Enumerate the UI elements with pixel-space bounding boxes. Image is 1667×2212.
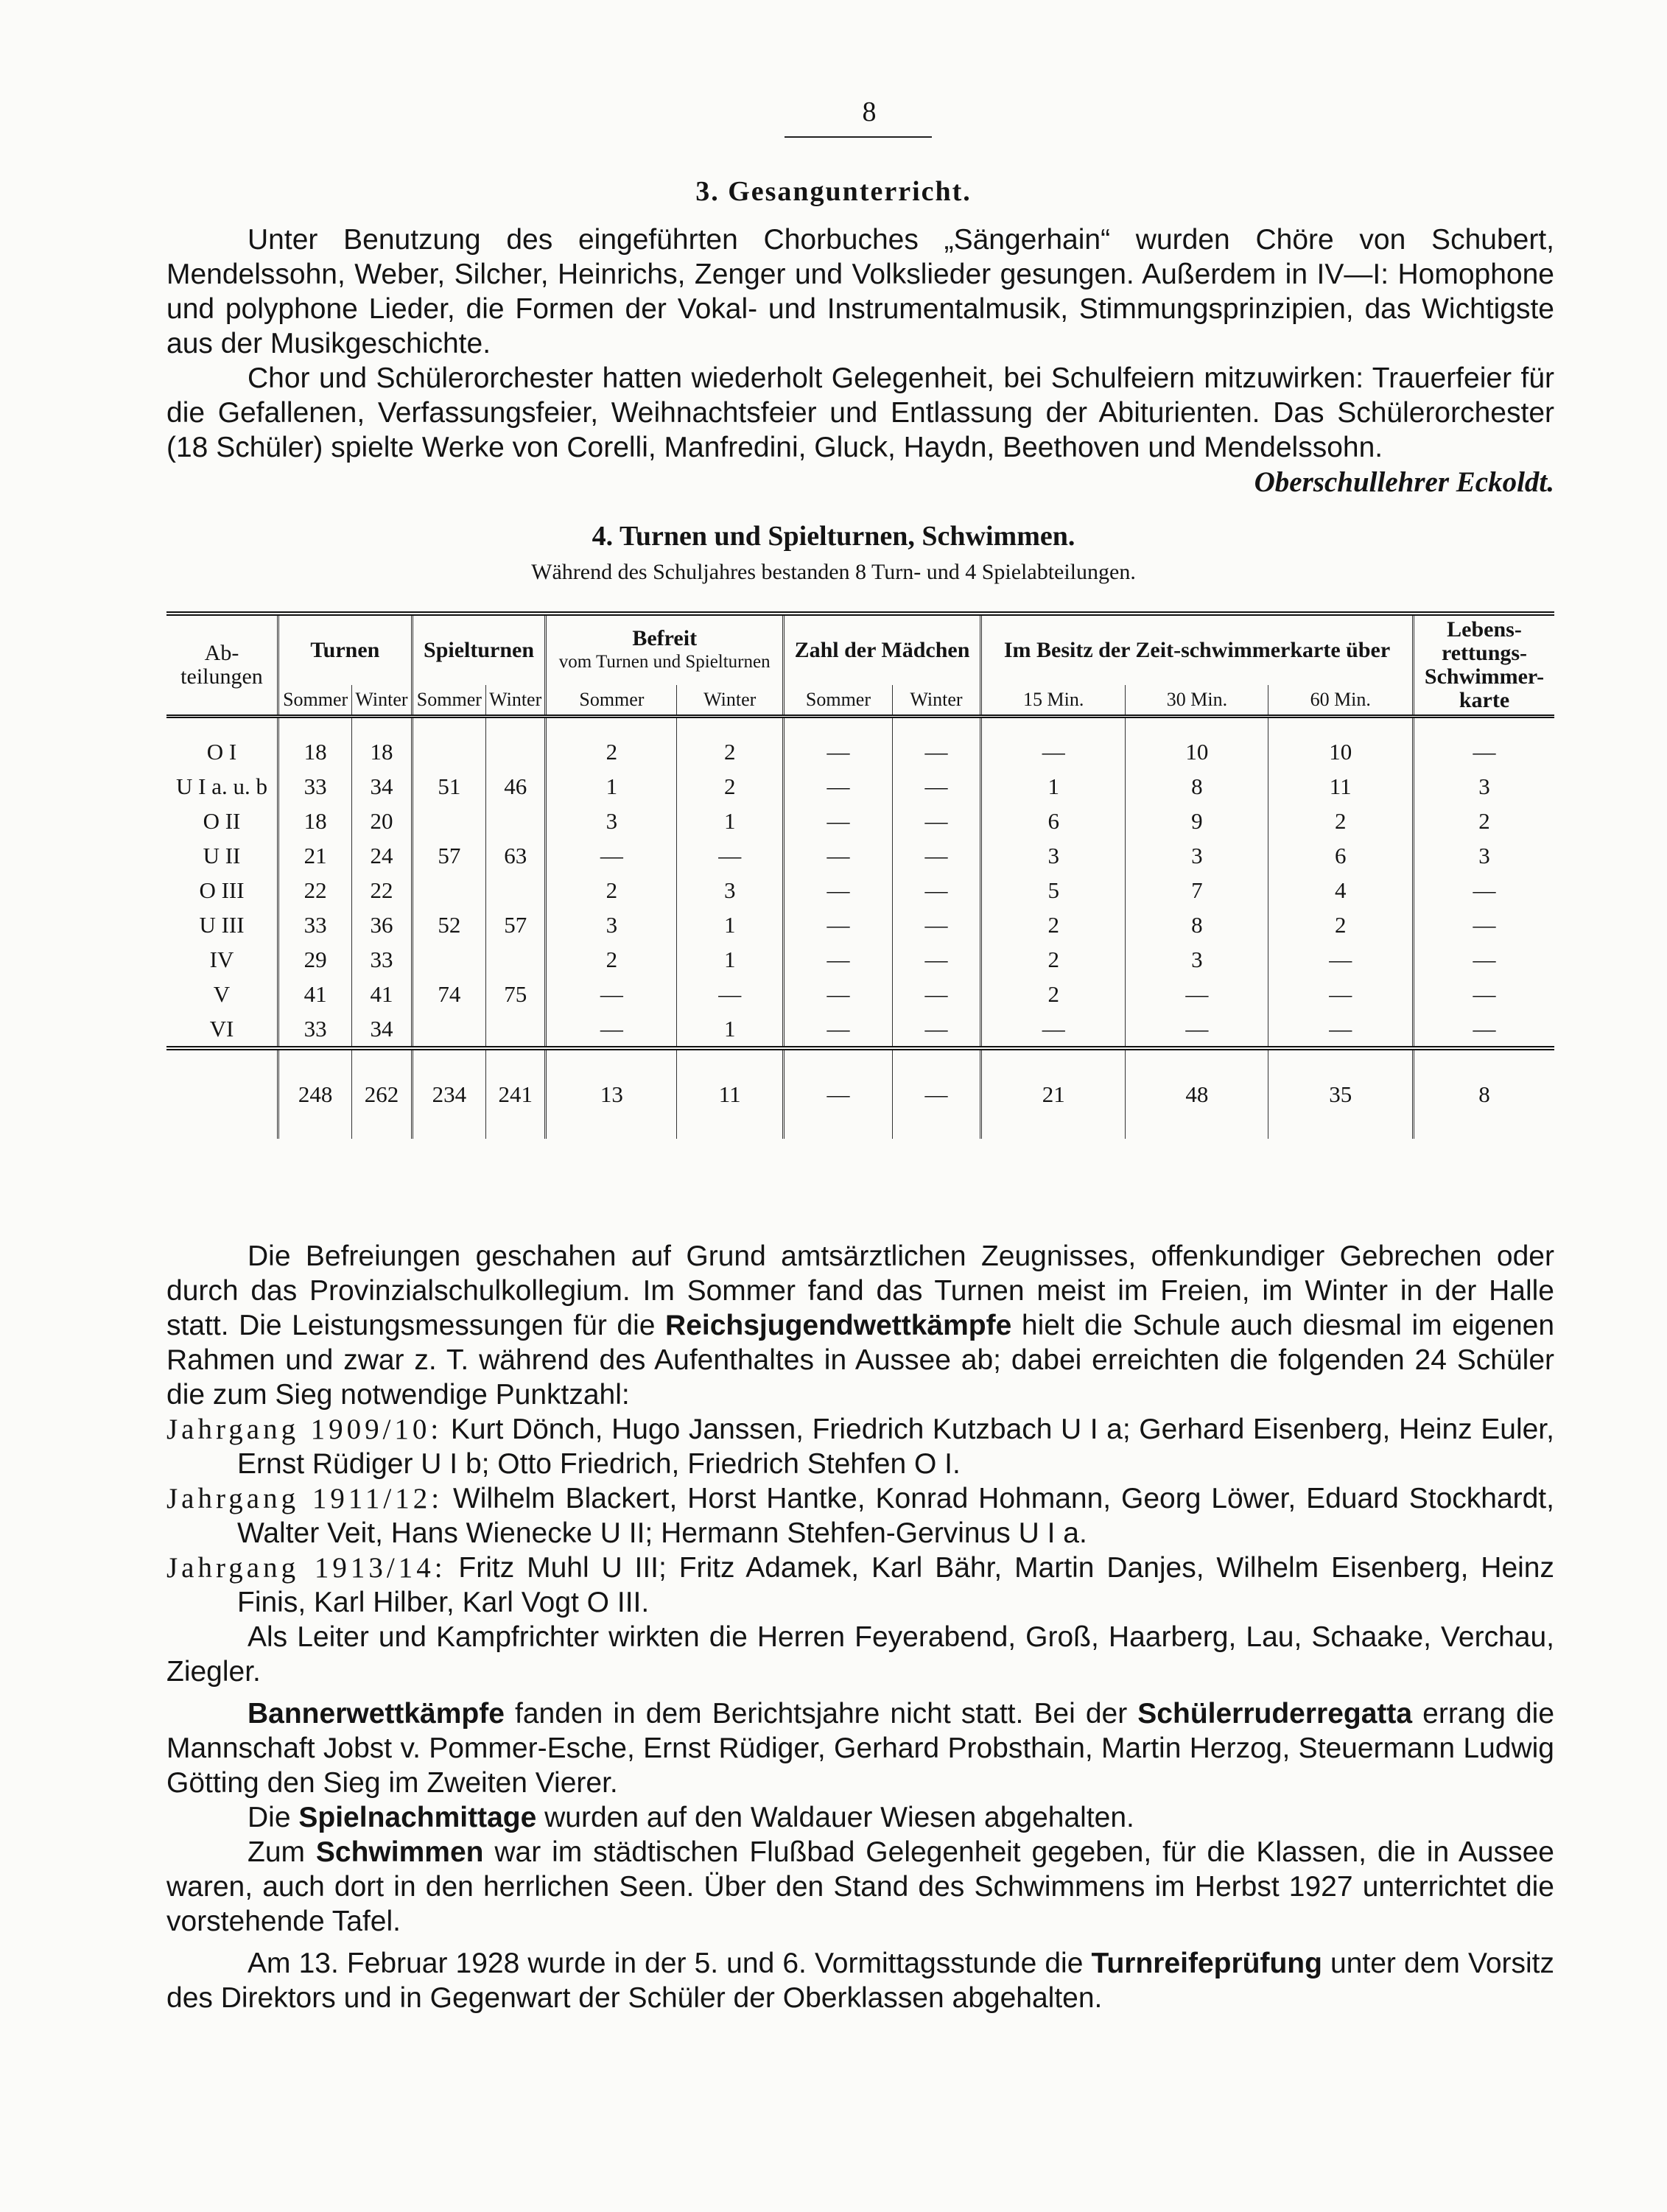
- paragraph-turnreife-b: unter dem Vorsitz des Direktors und in Gegenwart der Schüler der Oberklassen abgehalten.: [166, 1948, 1554, 2014]
- totals-row: [166, 1048, 1554, 1139]
- total-15min: 21: [981, 1048, 1126, 1139]
- cell-tw: 18: [352, 717, 412, 770]
- cell-tw: 36: [352, 907, 412, 942]
- cell-z60: 4: [1268, 873, 1414, 907]
- header-turnen-sommer: Sommer: [278, 685, 352, 717]
- total-lebensretter: 8: [1414, 1048, 1555, 1139]
- table-row: [166, 873, 1554, 907]
- schuelerruderregatta: Schülerruderregatta: [1137, 1698, 1413, 1730]
- paragraph-befreiungen: [166, 1239, 1554, 1412]
- table-row: [166, 977, 1554, 1011]
- cell-k: IV: [209, 946, 234, 972]
- cell-ms: —: [783, 907, 892, 942]
- header-turnen-winter: Winter: [352, 685, 412, 717]
- header-lebensretter: Lebens-rettungs-Schwimmer-karte: [1414, 614, 1555, 717]
- cell-ss: 51: [412, 769, 485, 804]
- cell-ms: —: [783, 838, 892, 873]
- cell-tw: 34: [352, 769, 412, 804]
- cell-ts: 33: [278, 769, 352, 804]
- cell-z30: 3: [1126, 942, 1268, 977]
- table-row: [166, 1011, 1554, 1048]
- cell-l: —: [1414, 942, 1555, 977]
- paragraph-befreiungen-a: Die Befreiungen geschahen auf Grund amtsärztlichen Zeugnisses, offenkundiger Gebrechen oder durch das Provinzialschulkollegium. Im Sommer fand das Turnen meist im Freien, im Winter in der Halle statt. Die Leistungsmessungen für die: [166, 1240, 1554, 1341]
- cell-tw: 33: [352, 942, 412, 977]
- section-3-paragraph-1: Unter Benutzung des eingeführten Chorbuches „Sängerhain“ wurden Chöre von Schubert, Mendelssohn, Weber, Silcher, Heinrichs, Zenger und Volkslieder gesungen. Außerdem in IV—I: Homophone und polyphone Lieder, die Formen der Vokal- und Instrumentalmusik, Stimmungsprinzipien, das Wichtigste aus der Musikgeschichte.: [166, 224, 1554, 359]
- cell-bw: 1: [677, 1011, 784, 1048]
- cell-sw: [485, 804, 545, 838]
- header-zeitschwimmer: Im Besitz der Zeit-schwimmerkarte über: [981, 614, 1414, 685]
- header-befreit-title: Befreit: [632, 626, 698, 650]
- header-abteilungen: Ab-teilungen: [166, 614, 278, 717]
- cell-tw: 20: [352, 804, 412, 838]
- paragraph-banner: [166, 1696, 1554, 1800]
- cell-k: U II: [203, 842, 241, 868]
- cell-ms: —: [783, 769, 892, 804]
- cell-mw: —: [892, 1011, 980, 1048]
- cell-k: U I a. u. b: [176, 773, 267, 799]
- cell-k: VI: [209, 1015, 234, 1042]
- cell-z60: —: [1268, 1011, 1414, 1048]
- cell-k: O II: [203, 807, 241, 834]
- cell-bs: 3: [546, 804, 677, 838]
- cell-z60: 11: [1268, 769, 1414, 804]
- section-4-subheading: Während des Schuljahres bestanden 8 Turn- und 4 Spielabteilungen.: [531, 560, 1136, 584]
- cell-sw: 57: [485, 907, 545, 942]
- jahrgang-1913-text: Fritz Muhl U III; Fritz Adamek, Karl Bähr, Martin Danjes, Wilhelm Eisenberg, Heinz Finis, Karl Hilber, Karl Vogt O III.: [237, 1552, 1554, 1618]
- cell-sw: [485, 1011, 545, 1048]
- reichsjugendwettkaempfe: Reichsjugendwettkämpfe: [665, 1310, 1012, 1341]
- cell-bs: —: [546, 977, 677, 1011]
- table-row: [166, 804, 1554, 838]
- cell-sw: 75: [485, 977, 545, 1011]
- cell-bw: 1: [677, 942, 784, 977]
- paragraph-turnreife: [166, 1946, 1554, 2015]
- bannerwettkaempfe: Bannerwettkämpfe: [248, 1698, 505, 1730]
- cell-z30: 7: [1126, 873, 1268, 907]
- jahrgang-1913-label: Jahrgang 1913/14:: [166, 1552, 446, 1584]
- header-maedchen: Zahl der Mädchen: [783, 614, 980, 685]
- cell-mw: —: [892, 942, 980, 977]
- table-row: [166, 769, 1554, 804]
- cell-mw: —: [892, 717, 980, 770]
- cell-bs: —: [546, 1011, 677, 1048]
- cell-l: —: [1414, 907, 1555, 942]
- cell-z60: 2: [1268, 907, 1414, 942]
- cell-ss: [412, 942, 485, 977]
- sports-table: [166, 611, 1554, 1139]
- signature: Oberschullehrer Eckoldt.: [1254, 466, 1554, 498]
- cell-bs: 1: [546, 769, 677, 804]
- table-row: [166, 907, 1554, 942]
- table-body: [166, 717, 1554, 1049]
- cell-z30: 8: [1126, 769, 1268, 804]
- jahrgang-1909-label: Jahrgang 1909/10:: [166, 1414, 443, 1445]
- cell-sw: 46: [485, 769, 545, 804]
- cell-z15: 2: [981, 942, 1126, 977]
- section-4-heading: 4. Turnen und Spielturnen, Schwimmen.: [592, 521, 1075, 552]
- cell-mw: —: [892, 907, 980, 942]
- cell-z60: —: [1268, 977, 1414, 1011]
- total-spiel-winter: 241: [485, 1048, 545, 1139]
- jahrgang-1909-text: Kurt Dönch, Hugo Janssen, Friedrich Kutzbach U I a; Gerhard Eisenberg, Heinz Euler, Ernst Rüdiger U I b; Otto Friedrich, Friedrich Stehfen O I.: [237, 1414, 1554, 1480]
- cell-z60: 2: [1268, 804, 1414, 838]
- cell-k: V: [213, 980, 231, 1007]
- cell-bw: 1: [677, 804, 784, 838]
- header-befreit-winter: Winter: [677, 685, 784, 717]
- cell-mw: —: [892, 838, 980, 873]
- turnreifepruefung: Turnreifeprüfung: [1091, 1948, 1322, 1979]
- table-row: [166, 838, 1554, 873]
- total-60min: 35: [1268, 1048, 1414, 1139]
- paragraph-schwimmen: [166, 1835, 1554, 1939]
- cell-tw: 34: [352, 1011, 412, 1048]
- section-3-heading: 3. Gesangunterricht.: [695, 176, 972, 207]
- cell-tw: 22: [352, 873, 412, 907]
- table-row: [166, 717, 1554, 770]
- section-3-paragraph-2: [166, 361, 1554, 498]
- cell-bw: —: [677, 977, 784, 1011]
- spielnachmittage: Spielnachmittage: [298, 1802, 537, 1833]
- cell-ss: [412, 1011, 485, 1048]
- cell-ss: 74: [412, 977, 485, 1011]
- total-30min: 48: [1126, 1048, 1268, 1139]
- cell-l: 3: [1414, 838, 1555, 873]
- table-row: [166, 942, 1554, 977]
- paragraph-leiter: Als Leiter und Kampfrichter wirkten die Herren Feyerabend, Groß, Haarberg, Lau, Schaake, Verchau, Ziegler.: [166, 1621, 1554, 1688]
- total-maedchen-winter: —: [892, 1048, 980, 1139]
- cell-ms: —: [783, 1011, 892, 1048]
- cell-l: —: [1414, 977, 1555, 1011]
- jahrgang-1909: [166, 1412, 1554, 1481]
- cell-z30: —: [1126, 977, 1268, 1011]
- cell-z15: 5: [981, 873, 1126, 907]
- paragraph-banner-a: fanden in dem Berichtsjahre nicht statt. Bei der: [515, 1698, 1128, 1730]
- cell-bw: 1: [677, 907, 784, 942]
- total-befreit-sommer: 13: [546, 1048, 677, 1139]
- cell-z30: 9: [1126, 804, 1268, 838]
- header-befreit-subtitle: vom Turnen und Spielturnen: [558, 652, 771, 672]
- cell-z30: —: [1126, 1011, 1268, 1048]
- cell-ss: [412, 717, 485, 770]
- cell-z60: —: [1268, 942, 1414, 977]
- header-spiel-sommer: Sommer: [412, 685, 485, 717]
- cell-z60: 10: [1268, 717, 1414, 770]
- paragraph-befreiungen-b: hielt die Schule auch diesmal im eigenen Rahmen und zwar z. T. während des Aufenthaltes in Aussee ab; dabei erreichten die folgenden 24 Schüler die zum Sieg notwendige Punktzahl:: [166, 1310, 1555, 1411]
- cell-z15: —: [981, 717, 1126, 770]
- cell-z15: —: [981, 1011, 1126, 1048]
- cell-mw: —: [892, 769, 980, 804]
- cell-ms: —: [783, 717, 892, 770]
- section-3-text: [166, 222, 1554, 499]
- cell-bw: 2: [677, 717, 784, 770]
- cell-z15: 3: [981, 838, 1126, 873]
- cell-l: 2: [1414, 804, 1555, 838]
- cell-l: —: [1414, 1011, 1555, 1048]
- header-spiel-winter: Winter: [485, 685, 545, 717]
- cell-ms: —: [783, 873, 892, 907]
- jahrgang-1911-label: Jahrgang 1911/12:: [166, 1483, 443, 1514]
- cell-ts: 18: [278, 717, 352, 770]
- paragraph-banner-b: errang die Mannschaft Jobst v. Pommer-Esche, Ernst Rüdiger, Gerhard Probsthain, Martin Herzog, Steuermann Ludwig Götting den Sieg im Zweiten Vierer.: [166, 1698, 1555, 1799]
- page-number-rule: [785, 136, 932, 138]
- paragraph-schwimmen-a: Zum: [248, 1836, 305, 1868]
- total-maedchen-sommer: —: [783, 1048, 892, 1139]
- header-maedchen-sommer: Sommer: [783, 685, 892, 717]
- cell-l: —: [1414, 717, 1555, 770]
- cell-ss: [412, 804, 485, 838]
- cell-bs: 2: [546, 942, 677, 977]
- paragraph-turnreife-a: Am 13. Februar 1928 wurde in der 5. und 6. Vormittagsstunde die: [248, 1948, 1084, 1979]
- cell-sw: [485, 942, 545, 977]
- header-befreit-sommer: Sommer: [546, 685, 677, 717]
- cell-z15: 1: [981, 769, 1126, 804]
- cell-ts: 33: [278, 907, 352, 942]
- cell-mw: —: [892, 873, 980, 907]
- total-befreit-winter: 11: [677, 1048, 784, 1139]
- cell-l: —: [1414, 873, 1555, 907]
- cell-ts: 18: [278, 804, 352, 838]
- cell-ts: 41: [278, 977, 352, 1011]
- cell-ss: 57: [412, 838, 485, 873]
- header-maedchen-winter: Winter: [892, 685, 980, 717]
- cell-ts: 22: [278, 873, 352, 907]
- cell-bw: —: [677, 838, 784, 873]
- cell-z15: 6: [981, 804, 1126, 838]
- cell-k: O I: [206, 738, 237, 765]
- paragraph-schwimmen-b: war im städtischen Flußbad Gelegenheit gegeben, für die Klassen, die in Aussee waren, auch dort in den herrlichen Seen. Über den Stand des Schwimmens im Herbst 1927 unterrichtet die vorstehende Tafel.: [166, 1836, 1555, 1937]
- cell-z30: 10: [1126, 717, 1268, 770]
- cell-ts: 29: [278, 942, 352, 977]
- header-15min: 15 Min.: [981, 685, 1126, 717]
- cell-ts: 21: [278, 838, 352, 873]
- cell-ss: 52: [412, 907, 485, 942]
- cell-sw: 63: [485, 838, 545, 873]
- jahrgang-1911-text: Wilhelm Blackert, Horst Hantke, Konrad Hohmann, Georg Löwer, Eduard Stockhardt, Walter Veit, Hans Wienecke U II; Hermann Stehfen-Gervinus U I a.: [237, 1483, 1554, 1549]
- cell-z15: 2: [981, 907, 1126, 942]
- cell-sw: [485, 873, 545, 907]
- cell-bs: 2: [546, 873, 677, 907]
- cell-tw: 41: [352, 977, 412, 1011]
- cell-ss: [412, 873, 485, 907]
- header-60min: 60 Min.: [1268, 685, 1414, 717]
- page-number: 8: [862, 96, 877, 127]
- paragraph-spiel: [166, 1800, 1554, 1835]
- header-30min: 30 Min.: [1126, 685, 1268, 717]
- section-3-paragraph-2-text: Chor und Schülerorchester hatten wiederholt Gelegenheit, bei Schulfeiern mitzuwirken: Trauerfeier für die Gefallenen, Verfassungsfeier, Weihnachtsfeier und Entlassung der Abiturienten. Das Schülerorchester (18 Schüler) spielte Werke von Corelli, Manfredini, Gluck, Haydn, Beethoven und Mendelssohn.: [166, 362, 1554, 463]
- total-turnen-sommer: 248: [278, 1048, 352, 1139]
- cell-k: U III: [199, 911, 245, 938]
- cell-ms: —: [783, 942, 892, 977]
- header-spielturnen: Spielturnen: [412, 614, 546, 685]
- cell-mw: —: [892, 804, 980, 838]
- cell-z15: 2: [981, 977, 1126, 1011]
- header-turnen: Turnen: [278, 614, 413, 685]
- paragraph-spiel-b: wurden auf den Waldauer Wiesen abgehalten.: [544, 1802, 1134, 1833]
- jahrgang-1913: [166, 1551, 1554, 1620]
- cell-bw: 3: [677, 873, 784, 907]
- header-befreit: [546, 614, 784, 685]
- cell-bs: 3: [546, 907, 677, 942]
- cell-l: 3: [1414, 769, 1555, 804]
- total-turnen-winter: 262: [352, 1048, 412, 1139]
- cell-sw: [485, 717, 545, 770]
- cell-bs: 2: [546, 717, 677, 770]
- cell-bs: —: [546, 838, 677, 873]
- cell-mw: —: [892, 977, 980, 1011]
- cell-ms: —: [783, 977, 892, 1011]
- cell-ms: —: [783, 804, 892, 838]
- cell-z30: 8: [1126, 907, 1268, 942]
- cell-k: O III: [199, 877, 245, 903]
- body-text: [166, 1239, 1554, 2015]
- total-spiel-sommer: 234: [412, 1048, 485, 1139]
- cell-ts: 33: [278, 1011, 352, 1048]
- schwimmen: Schwimmen: [315, 1836, 484, 1868]
- jahrgang-1911: [166, 1481, 1554, 1551]
- cell-z30: 3: [1126, 838, 1268, 873]
- paragraph-spiel-a: Die: [248, 1802, 291, 1833]
- cell-z60: 6: [1268, 838, 1414, 873]
- cell-bw: 2: [677, 769, 784, 804]
- cell-tw: 24: [352, 838, 412, 873]
